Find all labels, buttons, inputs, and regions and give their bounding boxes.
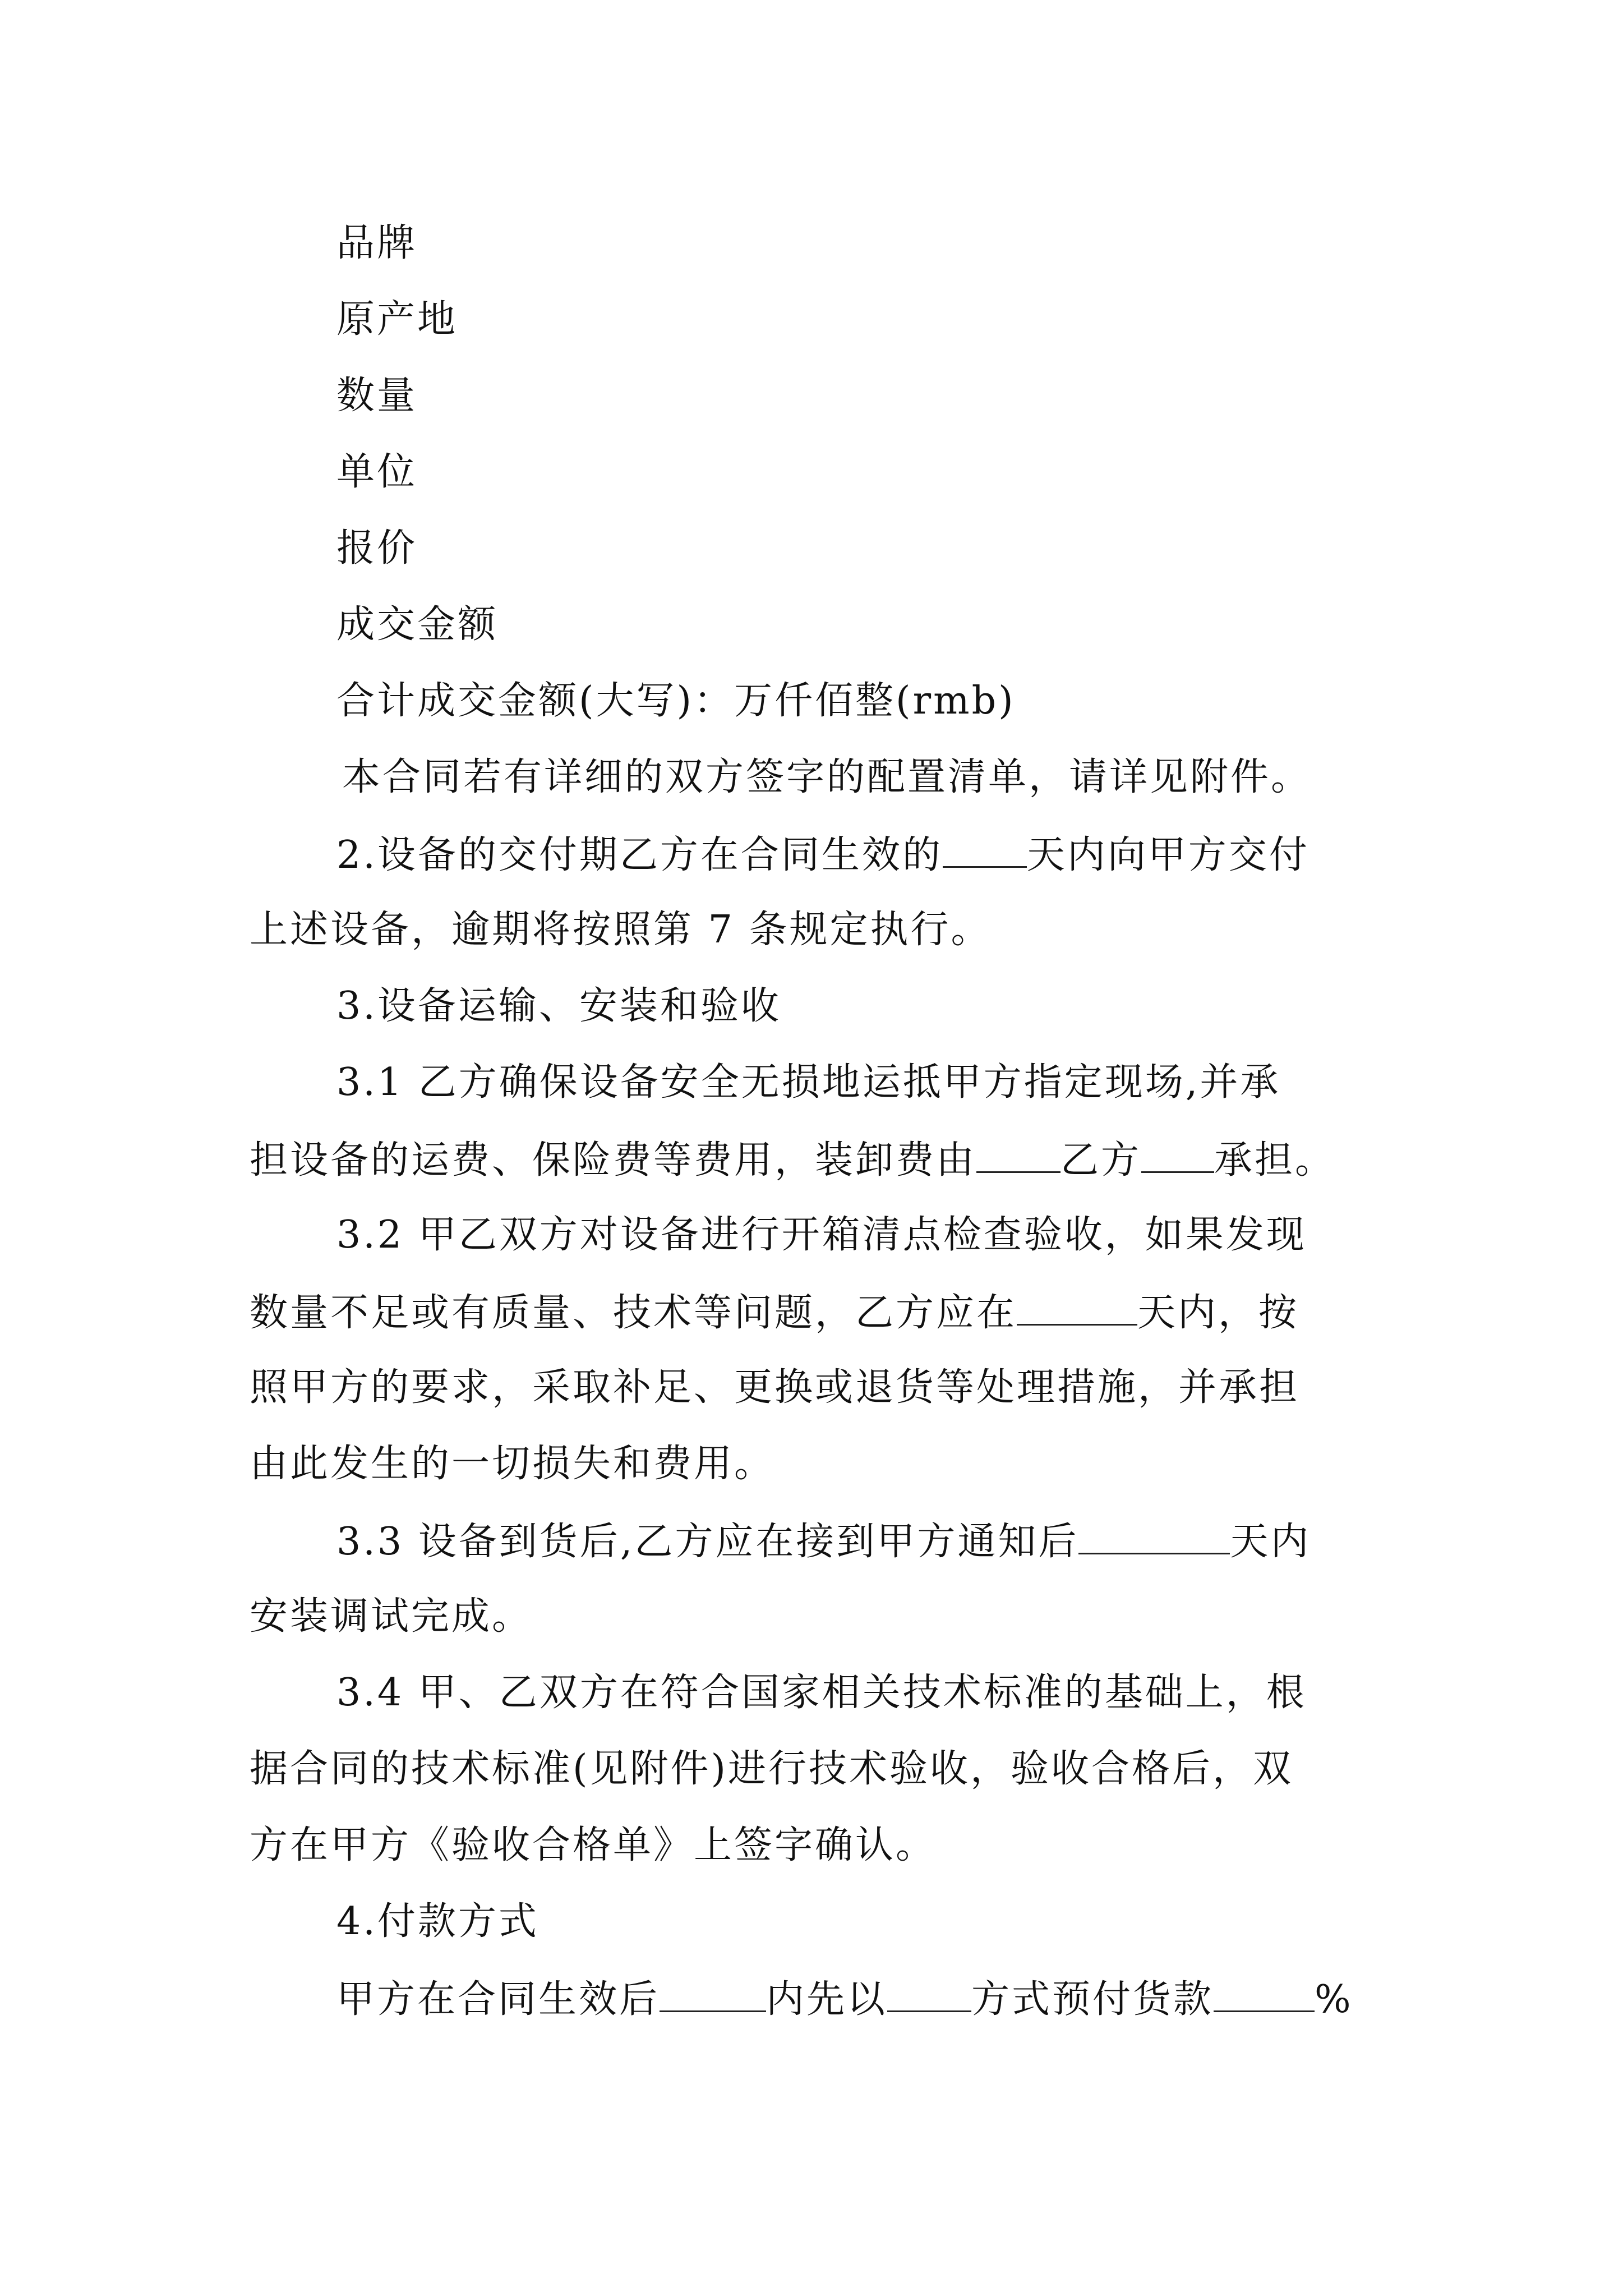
blank-field[interactable] (887, 1979, 971, 2012)
item-brand: 品牌 (336, 221, 418, 265)
item-deal-amount: 成交金额 (336, 602, 499, 647)
clause-3-4-line-1: 3.4 甲、乙双方在符合国家相关技术标准的基础上，根 (336, 1671, 1307, 1715)
clause-2-line-2: 上述设备，逾期将按照第 7 条规定执行。 (250, 908, 992, 952)
clause-3-heading: 3.设备运输、安装和验收 (336, 984, 781, 1028)
blank-field[interactable] (943, 835, 1027, 868)
clause-4-line-1: 甲方在合同生效后 内先以 方式预付货款 % (336, 1977, 1353, 2022)
item-origin: 原产地 (336, 297, 458, 342)
blank-field[interactable] (976, 1140, 1061, 1173)
item-unit: 单位 (336, 450, 418, 494)
item-quantity: 数量 (336, 374, 418, 418)
attachment-note: 本合同若有详细的双方签字的配置清单，请详见附件。 (342, 755, 1312, 799)
clause-3-3-line-1: 3.3 设备到货后,乙方应在接到甲方通知后 天内 (336, 1520, 1311, 1564)
clause-3-2-line-4: 由此发生的一切损失和费用。 (250, 1442, 775, 1486)
clause-3-4-line-3: 方在甲方《验收合格单》上签字确认。 (250, 1823, 937, 1867)
clause-3-2-line-3: 照甲方的要求，采取补足、更换或退货等处理措施，并承担 (250, 1365, 1300, 1410)
blank-field[interactable] (1141, 1140, 1214, 1173)
blank-field[interactable] (1214, 1979, 1315, 2012)
item-quote: 报价 (336, 526, 418, 570)
clause-3-1-line-1: 3.1 乙方确保设备安全无损地运抵甲方指定现场,并承 (336, 1060, 1281, 1105)
blank-field[interactable] (1017, 1292, 1137, 1326)
total-amount-line: 合计成交金额(大写)：万仟佰整(rmb) (336, 679, 1016, 723)
blank-field[interactable] (660, 1979, 766, 2012)
blank-field[interactable] (1078, 1521, 1230, 1554)
clause-3-2-line-2: 数量不足或有质量、技术等问题，乙方应在 天内，按 (250, 1291, 1299, 1335)
clause-3-2-line-1: 3.2 甲乙双方对设备进行开箱清点检查验收，如果发现 (336, 1213, 1307, 1257)
clause-3-3-line-2: 安装调试完成。 (250, 1594, 533, 1639)
clause-4-heading: 4.付款方式 (336, 1899, 539, 1944)
clause-2-line-1: 2.设备的交付期乙方在合同生效的 天内向甲方交付 (336, 833, 1310, 877)
clause-3-4-line-2: 据合同的技术标准(见附件)进行技术验收，验收合格后，双 (250, 1747, 1294, 1791)
clause-3-1-line-2: 担设备的运费、保险费等费用，装卸费由 乙方 承担。 (250, 1138, 1336, 1182)
